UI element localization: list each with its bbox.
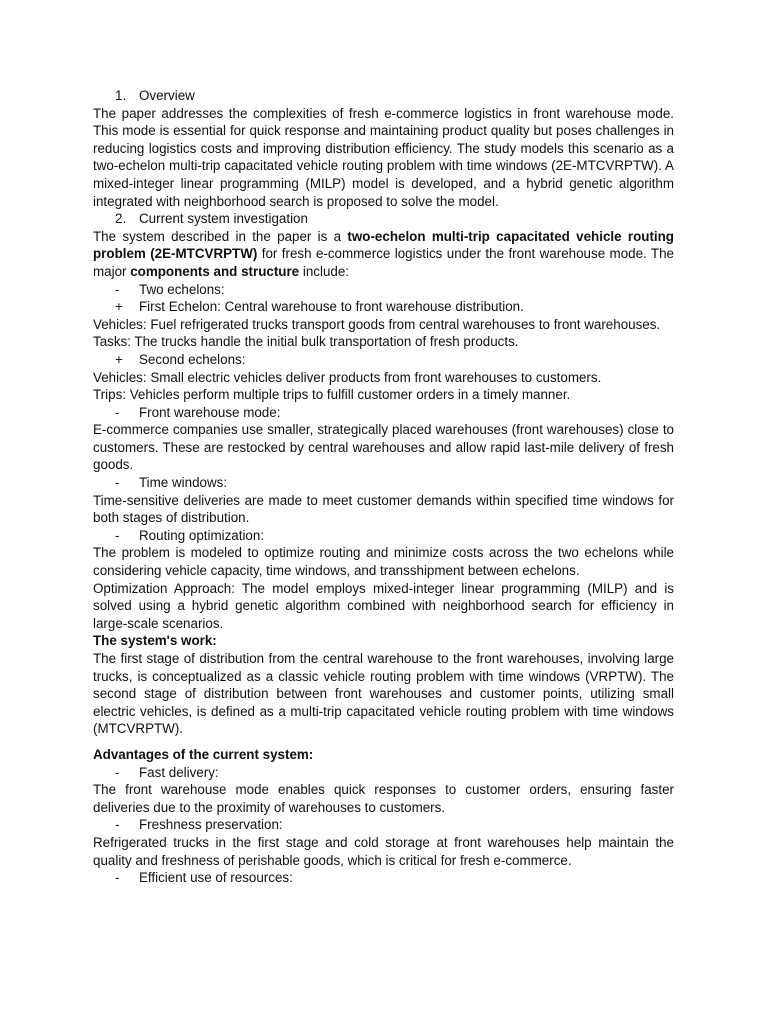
list-item-text: Two echelons:	[139, 281, 225, 297]
document-body	[93, 87, 674, 887]
bullet-marker: -	[115, 817, 120, 833]
paragraph: The front warehouse mode enables quick responses to customer orders, ensuring faster deliveries due to the proximity of warehouses to customers.	[93, 782, 674, 815]
list-item-text: Fast delivery:	[139, 764, 219, 780]
list-number: 2.	[115, 211, 127, 227]
bullet-marker: -	[115, 527, 120, 543]
list-item-text: Front warehouse mode:	[139, 404, 281, 420]
list-item-text: First Echelon: Central warehouse to front warehouse distribution.	[139, 299, 524, 315]
bullet-list-item	[93, 869, 674, 887]
bullet-list-item	[93, 816, 674, 834]
paragraph: The paper addresses the complexities of fresh e-commerce logistics in front warehouse mode. This mode is essential for quick response and maintaining product quality but poses challenges in reducing logistics costs and improving distribution efficiency. The study models this scenario as a two-echelon multi-trip capacitated vehicle routing problem with time windows (2E-MTCVRPTW). A mixed-integer linear programming (MILP) model is developed, and a hybrid genetic algorithm integrated with neighborhood search is proposed to solve the model.	[93, 105, 674, 209]
bullet-marker: -	[115, 281, 120, 297]
numbered-list-item	[93, 87, 674, 105]
bullet-marker: +	[115, 299, 123, 315]
list-item-text: Routing optimization:	[139, 527, 265, 543]
bullet-list-item	[93, 474, 674, 492]
bullet-list-item	[93, 281, 674, 299]
section-heading-text: Advantages of the current system:	[93, 746, 314, 762]
list-item-text: Freshness preservation:	[139, 817, 283, 833]
spacer	[93, 738, 674, 746]
bullet-list-item	[93, 298, 674, 316]
paragraph: Time-sensitive deliveries are made to meet customer demands within specified time windows for both stages of distribution.	[93, 492, 674, 526]
paragraph: Vehicles: Small electric vehicles deliver products from front warehouses to customers.	[93, 369, 602, 385]
section-heading	[93, 632, 674, 650]
list-item-text: Current system investigation	[139, 211, 308, 227]
paragraph: The first stage of distribution from the central warehouse to the front warehouses, involving large trucks, is conceptualized as a classic vehicle routing problem with time windows (VRPTW). The second stage of distribution between front warehouses and customer points, utilizing small electric vehicles, is defined as a multi-trip capacitated vehicle routing problem with time windows (MTCVRPTW).	[93, 651, 674, 737]
paragraph: E-commerce companies use smaller, strategically placed warehouses (front warehouses) close to customers. These are restocked by central warehouses and allow rapid last-mile delivery of fresh goods.	[93, 422, 674, 473]
list-item-text: Efficient use of resources:	[139, 870, 293, 886]
bullet-marker: -	[115, 870, 120, 886]
bullet-list-item	[93, 527, 674, 545]
text-run: include:	[299, 263, 349, 279]
bold-phrase: two-echelon multi-trip capacitated vehicle routing problem (2E-MTCVRPTW)	[93, 228, 674, 262]
text-run: The system described in the paper is a	[93, 228, 348, 244]
paragraph: Optimization Approach: The model employs mixed-integer linear programming (MILP) and is solved using a hybrid genetic algorithm combined with neighborhood search for efficiency in large-scale scenarios.	[93, 580, 674, 631]
bullet-marker: +	[115, 351, 123, 367]
section-heading-text: The system's work:	[93, 633, 217, 649]
bullet-list-item	[93, 351, 674, 369]
text-run: for fresh e-commerce logistics under the front warehouse mode. The major	[93, 246, 674, 279]
paragraph	[93, 228, 674, 281]
paragraph: Tasks: The trucks handle the initial bulk transportation of fresh products.	[93, 334, 519, 350]
list-number: 1.	[115, 88, 127, 103]
bold-phrase: components and structure	[130, 263, 300, 279]
list-item-text: Time windows:	[139, 475, 228, 491]
paragraph: Trips: Vehicles perform multiple trips to fulfill customer orders in a timely manner.	[93, 387, 571, 403]
numbered-list-item	[93, 210, 674, 228]
paragraph: The problem is modeled to optimize routing and minimize costs across the two echelons while considering vehicle capacity, time windows, and transshipment between echelons.	[93, 545, 674, 579]
bullet-list-item	[93, 404, 674, 422]
paragraph: Refrigerated trucks in the first stage and cold storage at front warehouses help maintain the quality and freshness of perishable goods, which is critical for fresh e-commerce.	[93, 834, 674, 868]
paragraph: Vehicles: Fuel refrigerated trucks transport goods from central warehouses to front warehouses.	[93, 316, 661, 332]
list-item-text: Overview	[139, 88, 195, 103]
bullet-marker: -	[115, 404, 120, 420]
list-item-text: Second echelons:	[139, 351, 246, 367]
bullet-marker: -	[115, 475, 120, 491]
bullet-list-item	[93, 764, 674, 782]
bullet-marker: -	[115, 764, 120, 780]
section-heading	[93, 746, 674, 764]
